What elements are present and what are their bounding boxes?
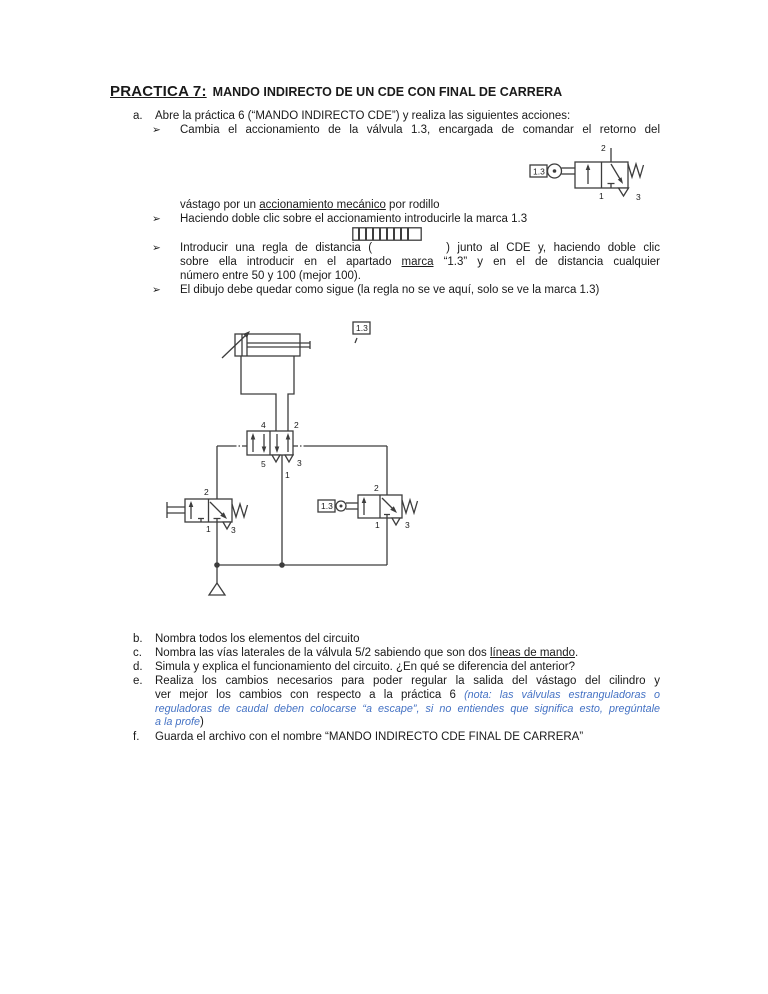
exhaust-icon [619,188,629,196]
junction-dot [279,562,285,568]
bullet3-line2-underline: marca [401,256,434,268]
item-b-text: Nombra todos los elementos del circuito [155,633,360,645]
bullet-arrow: ➢ [152,242,161,254]
item-e-letter: e. [133,675,143,687]
bullet3-line1-post: ) junto al CDE y, haciendo doble clic [446,242,660,254]
roller-valve-figure [520,138,670,208]
port-label-3: 3 [636,192,641,202]
title-main: PRACTICA 7: [110,83,207,100]
item-b-letter: b. [133,633,143,645]
item-e-line1: Realiza los cambios necesarios para poder regular la salida del vástago del cilindro y [155,675,660,687]
ruler-gap [372,250,446,251]
bullet3-line2 [180,256,660,270]
bullet3-line2-post: “1.3” y en el de distancia cualquier [433,256,660,268]
bullet1-line2-post: por rodillo [385,199,440,211]
bullet3-line1 [180,242,660,256]
port-label-1: 1 [206,524,211,534]
valve-body [575,148,644,196]
item-c-underline: líneas de mando [489,647,576,659]
item-f-text: Guarda el archivo con el nombre “MANDO INDIRECTO CDE FINAL DE CARRERA” [155,731,584,743]
valve-tag-1-3 [530,165,547,177]
exhaust-icon [223,522,231,529]
marker-1-3 [353,322,370,343]
pilot-line-left [217,446,247,499]
item-f-letter: f. [133,731,140,743]
port-label-1: 1 [375,520,380,530]
item-e-line2-note: (nota: las válvulas estranguladoras o [464,689,660,701]
item-a-text: Abre la práctica 6 (“MANDO INDIRECTO CDE”) y realiza las siguientes acciones: [155,110,571,122]
air-source-icon [209,583,225,595]
port-label-3: 3 [231,525,236,535]
item-c-text [155,647,578,661]
spring-icon [402,500,418,513]
valve-tag-label: 1.3 [533,166,545,177]
roller-icon [548,164,576,178]
pilot-line-right [293,446,387,495]
bullet-arrow: ➢ [152,213,161,225]
valve-3-2-roller [318,495,418,565]
bullet1-line2-underline: accionamiento mecánico [259,199,386,211]
port-label-3: 3 [405,520,410,530]
item-e-line2 [155,689,660,703]
supply-rail [209,562,387,595]
port-label-2: 2 [374,483,379,493]
spring-icon [232,504,248,517]
bullet3-line2-pre: sobre ella introducir en el apartado [180,256,402,268]
title-subtitle: MANDO INDIRECTO DE UN CDE CON FINAL DE CARRERA [212,85,563,99]
item-e-line4-black: ) [200,716,204,728]
spring-icon [628,164,644,177]
bullet-arrow: ➢ [152,124,161,136]
tube-cap-end [241,356,276,431]
item-c-post: . [575,647,579,659]
pneumatic-circuit-figure [160,315,430,607]
bullet2-text: Haciendo doble clic sobre el accionamiento introducirle la marca 1.3 [180,213,528,225]
bullet1-line1: Cambia el accionamiento de la válvula 1.3, encargada de comandar el retorno del [180,124,660,136]
distance-ruler-icon [352,227,422,241]
exhaust-icon [392,518,400,525]
port-label-1: 1 [599,191,604,201]
page-title [110,83,562,100]
port-label-1: 1 [285,470,290,480]
port-label-5: 5 [261,459,266,469]
item-e-line4 [155,716,204,730]
item-e-line3-note: reguladoras de caudal deben colocarse “a escape”, si no entiendes que significa esto, pregúntale [155,703,660,715]
item-c-letter: c. [133,647,142,659]
cylinder [222,331,310,358]
bullet1-line2-pre: vástago por un [180,199,260,211]
bullet4-text: El dibujo debe quedar como sigue (la regla no se ve aquí, solo se ve la marca 1.3) [180,284,600,296]
valve-tag-label: 1.3 [321,501,333,511]
port-label-4: 4 [261,420,266,430]
marker-label: 1.3 [356,323,368,333]
item-e-line2-black: ver mejor los cambios con respecto a la práctica 6 [155,689,465,701]
port-label-2: 2 [294,420,299,430]
exhaust-icon [272,455,280,462]
item-d-text: Simula y explica el funcionamiento del circuito. ¿En qué se diferencia del anterior? [155,661,575,673]
item-a-letter: a. [133,110,143,122]
bullet1-line2 [180,199,440,213]
port-label-2: 2 [601,143,606,153]
item-e-line4-note: a la profe [155,716,201,728]
port-label-3: 3 [297,458,302,468]
item-e-line3 [155,703,660,716]
exhaust-icon [285,455,293,462]
port-label-2: 2 [204,487,209,497]
bullet3-line1-pre: Introducir una regla de distancia ( [180,242,373,254]
bullet3-line3: número entre 50 y 100 (mejor 100). [180,270,361,282]
valve-5-2 [247,431,293,462]
item-d-letter: d. [133,661,143,673]
item-c-pre: Nombra las vías laterales de la válvula 5/2 sabiendo que son dos [155,647,490,659]
bullet-arrow: ➢ [152,284,161,296]
